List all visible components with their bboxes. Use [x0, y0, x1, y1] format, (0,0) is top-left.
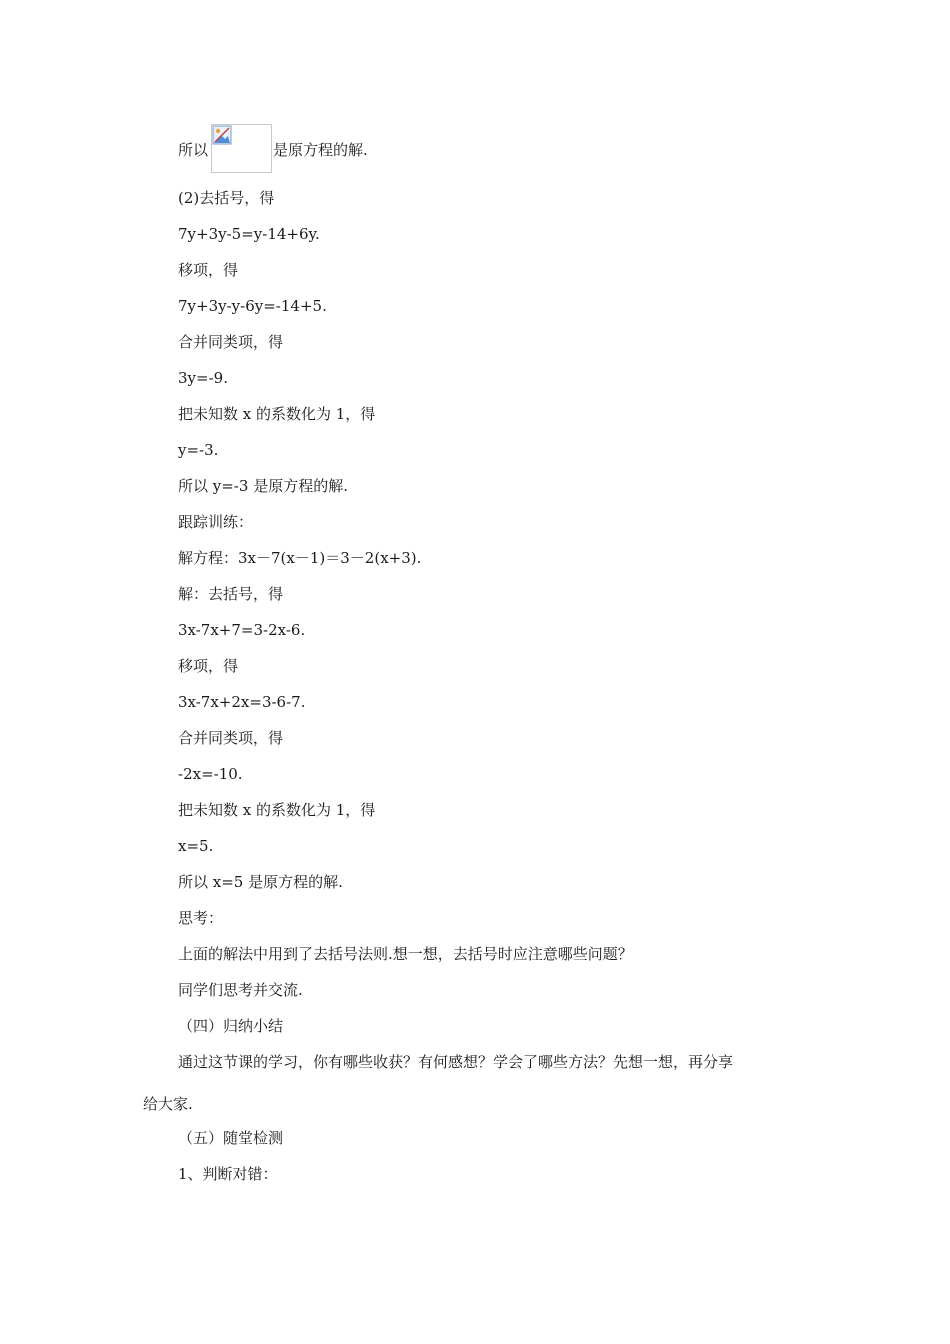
section-label: 思考：: [178, 909, 224, 927]
equation-line: 3x-7x+2x=3-6-7.: [178, 693, 306, 711]
equation-line: 7y+3y-5=y-14+6y.: [178, 225, 320, 243]
problem-statement: 解方程：3x－7(x－1)＝3－2(x+3).: [178, 549, 422, 567]
equation-line: x=5.: [178, 837, 214, 855]
solution-conclusion-line: [178, 140, 368, 160]
section-label: 跟踪训练：: [178, 513, 254, 531]
equation-line: 3y=-9.: [178, 369, 228, 387]
text-line: 上面的解法中用到了去括号法则.想一想，去括号时应注意哪些问题？: [178, 945, 633, 963]
section-heading: （五）随堂检测: [178, 1129, 284, 1147]
section-heading: （四）归纳小结: [178, 1017, 284, 1035]
conclusion-prefix: 所以: [178, 141, 209, 159]
equation-line: y=-3.: [178, 441, 219, 459]
conclusion-suffix: 是原方程的解.: [273, 141, 368, 159]
text-line: 把未知数 x 的系数化为 1，得: [178, 405, 376, 423]
text-line: 移项，得: [178, 261, 239, 279]
broken-image-icon: [212, 125, 232, 145]
text-line: 移项，得: [178, 657, 239, 675]
text-line: 合并同类项，得: [178, 729, 284, 747]
equation-line: -2x=-10.: [178, 765, 243, 783]
text-line: 解：去括号，得: [178, 585, 284, 603]
text-line: (2)去括号，得: [178, 189, 275, 207]
text-line: 把未知数 x 的系数化为 1，得: [178, 801, 376, 819]
exercise-heading: 1、判断对错：: [178, 1165, 278, 1183]
text-line: 所以 y=-3 是原方程的解.: [178, 477, 348, 495]
paragraph-line: 通过这节课的学习，你有哪些收获？有何感想？学会了哪些方法？先想一想，再分享: [178, 1053, 734, 1071]
equation-line: 3x-7x+7=3-2x-6.: [178, 621, 306, 639]
paragraph-line: 给大家.: [143, 1095, 193, 1113]
text-line: 所以 x=5 是原方程的解.: [178, 873, 343, 891]
text-line: 同学们思考并交流.: [178, 981, 303, 999]
broken-image-placeholder: [211, 124, 272, 173]
equation-line: 7y+3y-y-6y=-14+5.: [178, 297, 327, 315]
text-line: 合并同类项，得: [178, 333, 284, 351]
